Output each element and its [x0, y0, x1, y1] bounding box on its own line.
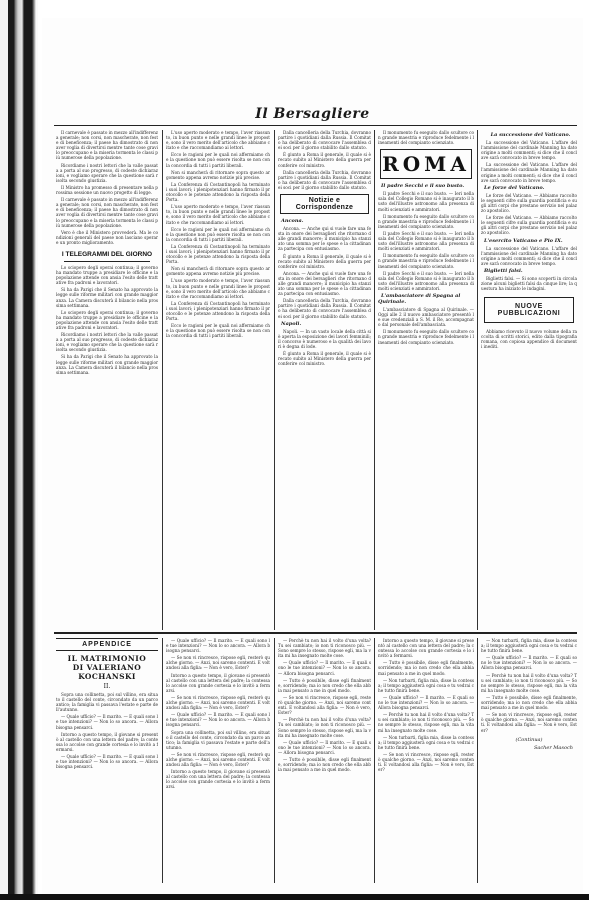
feuilleton-author: DI VALERIANO KOCHANSKI	[72, 663, 142, 681]
article-text: Biglietti falsi. — Si sono scoperti in circolazione alcuni biglietti falsi da cinque lire; la questura ha iniziato le indagini.	[481, 275, 577, 292]
column-rule	[477, 130, 478, 630]
article-text: Ecco le ragioni per le quali noi affermiamo che la questione non può essere risolta se non con la concordia di tutti i partiti liberali.	[166, 226, 270, 242]
article-text: Il Ministro ha promesso di presentare nella prossima sessione un nuovo progetto di legge.	[56, 184, 158, 196]
feuilleton-text: — Se non vi rincresce, rispose egli, resterò qualche giorno. — Anzi, noi saremo contenti. E voltandosi alla figlia: — Non è vero, Ester?	[278, 694, 371, 716]
feuilleton-text: — Quale ufficio? — Il marito. — E quali sono le tue intenzioni? — Non lo so ancora. — Allora bisogna pensarci.	[166, 638, 270, 654]
appendice-heading: APPENDICE	[56, 638, 158, 651]
article-text: La Conferenza di Costantinopoli ha terminato i suoi lavori; i plenipotenziari hanno firmato il protocollo e le potenze attendono la risposta della Porta.	[166, 181, 270, 203]
article-text: La successione del Vaticano. L'affare dell'ammissione del cardinale Manning ha dato origine a molti commenti; si dice che il conclave sarà convocato in breve tempo.	[481, 140, 577, 161]
feuilleton-column-5	[481, 638, 577, 888]
column-1	[56, 130, 158, 630]
article-text: La successione del Vaticano. L'affare dell'ammissione del cardinale Manning ha dato origine a molti commenti; si dice che il conclave sarà convocato in breve tempo.	[481, 162, 577, 183]
feuilleton-column-4	[378, 638, 474, 888]
column-rule	[274, 130, 275, 630]
article-text: Il carnevale è passato in mezzo all'indifferenza generale; non corsi, non mascherate, non feste di beneficenza; il paese ha dimostrato di non aver voglia di divertirsi mentre tante cose gravi lo preoccupano e la miseria tormenta le classi più numerose della popolazione.	[56, 197, 158, 228]
section-heading-notizie: Notizie e Corrispondenze	[295, 197, 354, 212]
article-text: Dalla cancelleria della Turchia, dovranno partire i quotidiani dalla Russia. Il Comitato ha deliberato di convocare l'assemblea dei soci per il giorno stabilito dallo statuto.	[278, 298, 371, 319]
feuilleton-text: — Perchè tu non hai il volto d'una volta? Tu sei cambiato; io non ti riconosco più. — Sono sempre lo stesso, rispose egli, ma la vita mi ha insegnato molte cose.	[378, 712, 474, 733]
feuilleton-text: — Non turbarti, figlia mia, disse la contessa; il tempo aggiusterà ogni cosa e tu vedrai che tutto finirà bene.	[481, 638, 577, 654]
feuilleton-text: — Non turbarti, figlia mia, disse la contessa; il tempo aggiusterà ogni cosa e tu vedrai che tutto finirà bene.	[378, 677, 474, 693]
feuilleton-text: Intorno a questo tempo, il giovane si presentò al castello con una lettera del padre; la contessa lo accolse con grande cortesia e lo invitò a fermarsi.	[378, 638, 474, 659]
article-text: Il carnevale è passato in mezzo all'indifferenza generale; non corsi, non mascherate, non feste di beneficenza; il paese ha dimostrato di non aver voglia di divertirsi mentre tante cose gravi lo preoccupano e la miseria tormenta le classi più numerose della popolazione.	[56, 130, 158, 161]
feuilleton-signature: Sacher Masoch	[533, 744, 573, 751]
feuilleton-text: Sopra una collinetta, poi sul villino, era situato il castello del conte, circondato da un parco antico; la famiglia vi passava l'estate e parte dell'autunno.	[166, 729, 270, 750]
feuilleton-text: — Tutto è possibile, disse egli finalmente, sorridendo; ma io non credo che ella abbia mai pensato a me in quel modo.	[481, 694, 577, 711]
article-text: Lo sciopero degli operai continua; il governo ha mandato truppe a presidiare le officine e la popolazione attende con ansia l'esito delle trattative fra padroni e lavoratori.	[56, 264, 158, 286]
article-text: Dalla cancelleria della Turchia, dovranno partire i quotidiani dalla Russia. Il Comitato ha deliberato di convocare l'assemblea dei soci per il giorno stabilito dallo statuto.	[278, 169, 371, 190]
article-text: Ricordiamo i nostri lettori che la valle passata a porta al suo progresso, di codeste dichiarazioni, e vogliamo sperare che la questione sarà risolta secondo giustizia.	[56, 162, 158, 183]
feuilleton-text: — Se non vi rincresce, rispose egli, resterò qualche giorno. — Anzi, noi saremo contenti. E voltandosi alla figlia: — Non è vero, Ester?	[166, 655, 270, 671]
article-text: Il monumento fu eseguito dallo scultore con grande maestria e riproduce fedelmente i lineamenti del compianto scienziato.	[378, 253, 474, 269]
column-rule	[477, 638, 478, 883]
article-text: Il monumento fu eseguito dallo scultore con grande maestria e riproduce fedelmente i lineamenti del compianto scienziato.	[378, 130, 474, 146]
article-text: Lo sciopero degli operai continua; il governo ha mandato truppe a presidiare le officine e la popolazione attende con ansia l'esito delle trattative fra padroni e lavoratori.	[56, 309, 158, 330]
article-text: Le forze del Vaticano. — Abbiamo raccolto le seguenti cifre sulla guardia pontificia e sugli altri corpi che prestano servizio nel palazzo apostolico.	[481, 192, 577, 214]
article-text: Non si mancherà di ritornare sopra questo argomento appena avremo notizie più precise.	[166, 169, 270, 180]
feuilleton-text: — Quale ufficio? — Il marito. — E quali sono le tue intenzioni? — Non lo so ancora. — Allora bisogna pensarci.	[378, 694, 474, 711]
feuilleton-text: — Quale ufficio? — Il marito. — E quali sono le tue intenzioni? — Non lo so ancora. — Allora bisogna pensarci.	[166, 712, 270, 728]
masthead-title: Il Bersagliere	[255, 106, 370, 122]
column-rule	[374, 130, 375, 630]
column-rule	[274, 638, 275, 883]
subheading-biglietti: Biglietti falsi.	[484, 267, 523, 274]
section-heading-telegrammi: I TELEGRAMMI DEL GIORNO	[61, 250, 153, 258]
article-text: La Conferenza di Costantinopoli ha terminato i suoi lavori; i plenipotenziari hanno firmato il protocollo e le potenze attendono la risposta della Porta.	[166, 300, 270, 322]
feuilleton-text: — Tutto è possibile, disse egli finalmente, sorridendo; ma io non credo che ella abbia mai pensato a me in quel modo.	[278, 756, 371, 773]
feuilleton-continues: (Continua)	[515, 736, 543, 743]
feuilleton-text: — Se non vi rincresce, rispose egli, resterò qualche giorno. — Anzi, noi saremo contenti. E voltandosi alla figlia: — Non è vero, Ester?	[378, 751, 474, 773]
feuilleton-text: Sopra una collinetta, poi sul villino, era situato il castello del conte, circondato da un parco antico; la famiglia vi passava l'estate e parte dell'autunno.	[56, 692, 158, 713]
feuilleton-text: Intorno a questo tempo, il giovane si presentò al castello con una lettera del padre; la contessa lo accolse con grande cortesia e lo invitò a fermarsi.	[166, 672, 270, 693]
article-text: L'uso aperto moderato e tempo, l'aver riassunto, in buon punto e nelle grandi linee le proposte, sono il vero merito dell'articolo che abbiamo citato e che raccomandiamo ai lettori.	[166, 130, 270, 151]
article-text: L'uso aperto moderato e tempo, l'aver riassunto, in buon punto e nelle grandi linee le proposte, sono il vero merito dell'articolo che abbiamo citato e che raccomandiamo ai lettori.	[166, 278, 270, 299]
feuilleton-text: — Quale ufficio? — Il marito. — E quali sono le tue intenzioni? — Non lo so ancora. — Allora bisogna pensarci.	[56, 754, 158, 770]
masthead-rule	[54, 125, 577, 126]
feuilleton-column-2	[166, 638, 270, 888]
article-text: Il padre Secchi e il suo busto. — Ieri nella sala del Collegio Romano si è inaugurato il busto dell'illustre astronomo alla presenza di molti scienziati e ammiratori.	[378, 230, 474, 252]
article-text: Si ha da Parigi che il Senato ha approvato la legge sulle riforme militari con grande maggioranza. La Camera discuterà il bilancio nella prossima settimana.	[56, 287, 158, 308]
section-box-notizie	[280, 194, 369, 214]
feuilleton-text: — Se non vi rincresce, rispose egli, resterò qualche giorno. — Anzi, noi saremo contenti. E voltandosi alla figlia: — Non è vero, Ester?	[481, 712, 577, 733]
article-text: L'uso aperto moderato e tempo, l'aver riassunto, in buon punto e nelle grandi linee le proposte, sono il vero merito dell'articolo che abbiamo citato e che raccomandiamo ai lettori.	[166, 204, 270, 225]
article-text: Ecco le ragioni per le quali noi affermiamo che la questione non può essere risolta se non con la concordia di tutti i partiti liberali.	[166, 152, 270, 168]
subheading-esercito: L'esercito Vaticano e Pio IX.	[484, 237, 563, 244]
subheading-napoli: Napoli.	[281, 320, 302, 327]
article-text: È giunto a Roma il generale, il quale si è recato subito al Ministero della guerra per conferire col ministro.	[278, 152, 371, 168]
feuilleton-divider	[54, 632, 577, 634]
subheading-ambasciatore: L'ambasciatore di Spagna al Quirinale.	[378, 292, 461, 305]
feuilleton-text: — Quale ufficio? — Il marito. — E quali sono le tue intenzioni? — Non lo so ancora. — Allora bisogna pensarci.	[278, 739, 371, 755]
feuilleton-text: Intorno a questo tempo, il giovane si presentò al castello con una lettera del padre; la contessa lo accolse con grande cortesia e lo invitò a fermarsi.	[56, 731, 158, 752]
column-rule	[162, 638, 163, 883]
article-text: Ricordiamo i nostri lettori che la valle passata a porta al suo progresso, di codeste dichiarazioni, e vogliamo sperare che la questione sarà risolta secondo giustizia.	[56, 332, 158, 353]
article-text: Il monumento fu eseguito dallo scultore con grande maestria e riproduce fedelmente i lineamenti del compianto scienziato.	[378, 213, 474, 229]
article-text: Napoli. — In un vasto locale della città si è aperta la esposizione dei lavori femminili; il concorso è numeroso e la qualità dei lavori è degna di lode.	[278, 328, 371, 349]
article-text: Dalla cancelleria della Turchia, dovranno partire i quotidiani dalla Russia. Il Comitato ha deliberato di convocare l'assemblea dei soci per il giorno stabilito dallo statuto.	[278, 130, 371, 151]
page-bottom-edge	[0, 894, 589, 900]
article-text: Abbiamo ricevuto il nuovo volume della raccolta di scritti storici, edito dalla tipografia romana, con copiosa appendice di documenti inediti.	[481, 329, 577, 350]
column-rule	[162, 130, 163, 630]
binding-edge	[0, 0, 38, 900]
column-5	[481, 130, 577, 630]
feuilleton-text: — Quale ufficio? — Il marito. — E quali sono le tue intenzioni? — Non lo so ancora. — Allora bisogna pensarci.	[278, 660, 371, 676]
column-2	[166, 130, 270, 630]
section-box-pubblicazioni: NUOVE PUBBLICAZIONI	[484, 297, 574, 323]
article-text: Ancona. — Anche qui si vuole fare una festa in onore dei bersaglieri che ritornano dalle grandi manovre; il municipio ha stanziato una somma per le spese e la cittadinanza partecipa con entusiasmo.	[278, 226, 371, 252]
feuilleton-text: — Quale ufficio? — Il marito. — E quali sono le tue intenzioni? — Non lo so ancora. — Allora bisogna pensarci.	[481, 655, 577, 671]
article-text: È giunto a Roma il generale, il quale si è recato subito al Ministero della guerra per conferire col ministro.	[278, 253, 371, 269]
subheading-forze: Le forze del Vaticano.	[484, 184, 545, 191]
section-heading-roma: ROMA	[382, 152, 470, 177]
feuilleton-text: — Quale ufficio? — Il marito. — E quali sono le tue intenzioni? — Non lo so ancora. — Allora bisogna pensarci.	[56, 714, 158, 730]
subheading-successione: La successione del Vaticano.	[490, 132, 571, 138]
article-text: Il padre Secchi e il suo busto. — Ieri nella sala del Collegio Romano si è inaugurato il busto dell'illustre astronomo alla presenza di molti scienziati e ammiratori.	[378, 270, 474, 291]
feuilleton-chapter: II.	[103, 683, 111, 690]
article-text: Le forze del Vaticano. — Abbiamo raccolto le seguenti cifre sulla guardia pontificia e sugli altri corpi che prestano servizio nel palazzo apostolico.	[481, 215, 577, 236]
article-text: Ancona. — Anche qui si vuole fare una festa in onore dei bersaglieri che ritornano dalle grandi manovre; il municipio ha stanziato una somma per le spese e la cittadinanza partecipa con entusiasmo.	[278, 270, 371, 297]
column-3	[278, 130, 371, 630]
subheading-secchi: Il padre Secchi e il suo busto.	[381, 183, 465, 190]
feuilleton-title: IL MATRIMONIO	[67, 654, 147, 663]
heading-rule	[64, 261, 150, 262]
article-text: Il padre Secchi e il suo busto. — Ieri nella sala del Collegio Romano si è inaugurato il busto dell'illustre astronomo alla presenza di molti scienziati e ammiratori.	[378, 191, 474, 212]
article-text: Si ha da Parigi che il Senato ha approvato la legge sulle riforme militari con grande maggioranza. La Camera discuterà il bilancio nella prossima settimana.	[56, 354, 158, 375]
feuilleton-text: Intorno a questo tempo, il giovane si presentò al castello con una lettera del padre; la contessa lo accolse con grande cortesia e lo invitò a fermarsi.	[166, 769, 270, 790]
feuilleton-text: — Se non vi rincresce, rispose egli, resterò qualche giorno. — Anzi, noi saremo contenti. E voltandosi alla figlia: — Non è vero, Ester?	[166, 751, 270, 768]
newspaper-page	[42, 18, 583, 894]
feuilleton-column-1	[56, 638, 158, 888]
article-text: È giunto a Roma il generale, il quale si è recato subito al Ministero della guerra per conferire col ministro.	[278, 351, 371, 367]
article-text: Vero è che il Ministero provvederà. Ma le condizioni generali del paese non lasciano sperare un pronto miglioramento.	[56, 229, 158, 245]
article-text: L'ambasciatore di Spagna al Quirinale. — Oggi alle 2 il nuovo ambasciatore presentò le sue credenziali a S. M. il Re, accompagnato dal personale dell'ambasciata.	[378, 306, 474, 328]
subheading-ancona: Ancona.	[281, 218, 304, 225]
article-text: Ecco le ragioni per le quali noi affermiamo che la questione non può essere risolta se non con la concordia di tutti i partiti liberali.	[166, 323, 270, 339]
column-4	[378, 130, 474, 630]
feuilleton-text: — Tutto è possibile, disse egli finalmente, sorridendo; ma io non credo che ella abbia mai pensato a me in quel modo.	[378, 660, 474, 676]
feuilleton-text: — Perchè tu non hai il volto d'una volta? Tu sei cambiato; io non ti riconosco più. — Sono sempre lo stesso, rispose egli, ma la vita mi ha insegnato molte cose.	[481, 672, 577, 693]
feuilleton-column-3	[278, 638, 371, 888]
section-box-roma	[380, 149, 472, 179]
article-text: La Conferenza di Costantinopoli ha terminato i suoi lavori; i plenipotenziari hanno firmato il protocollo e le potenze attendono la risposta della Porta.	[166, 243, 270, 265]
feuilleton-text: — Se non vi rincresce, rispose egli, resterò qualche giorno. — Anzi, noi saremo contenti. E voltandosi alla figlia: — Non è vero, Ester?	[166, 694, 270, 711]
feuilleton-text: — Tutto è possibile, disse egli finalmente, sorridendo; ma io non credo che ella abbia mai pensato a me in quel modo.	[278, 677, 371, 693]
feuilleton-text: — Perchè tu non hai il volto d'una volta? Tu sei cambiato; io non ti riconosco più. — Sono sempre lo stesso, rispose egli, ma la vita mi ha insegnato molte cose.	[278, 638, 371, 659]
feuilleton-text: — Non turbarti, figlia mia, disse la contessa; il tempo aggiusterà ogni cosa e tu vedrai che tutto finirà bene.	[378, 734, 474, 750]
article-text: La successione del Vaticano. L'affare dell'ammissione del cardinale Manning ha dato origine a molti commenti; si dice che il conclave sarà convocato in breve tempo.	[481, 245, 577, 266]
column-rule	[374, 638, 375, 883]
article-text: Non si mancherà di ritornare sopra questo argomento appena avremo notizie più precise.	[166, 266, 270, 277]
feuilleton-text: — Perchè tu non hai il volto d'una volta? Tu sei cambiato; io non ti riconosco più. — Sono sempre lo stesso, rispose egli, ma la vita mi ha insegnato molte cose.	[278, 717, 371, 738]
article-text: Il monumento fu eseguito dallo scultore con grande maestria e riproduce fedelmente i lineamenti del compianto scienziato.	[378, 329, 474, 345]
